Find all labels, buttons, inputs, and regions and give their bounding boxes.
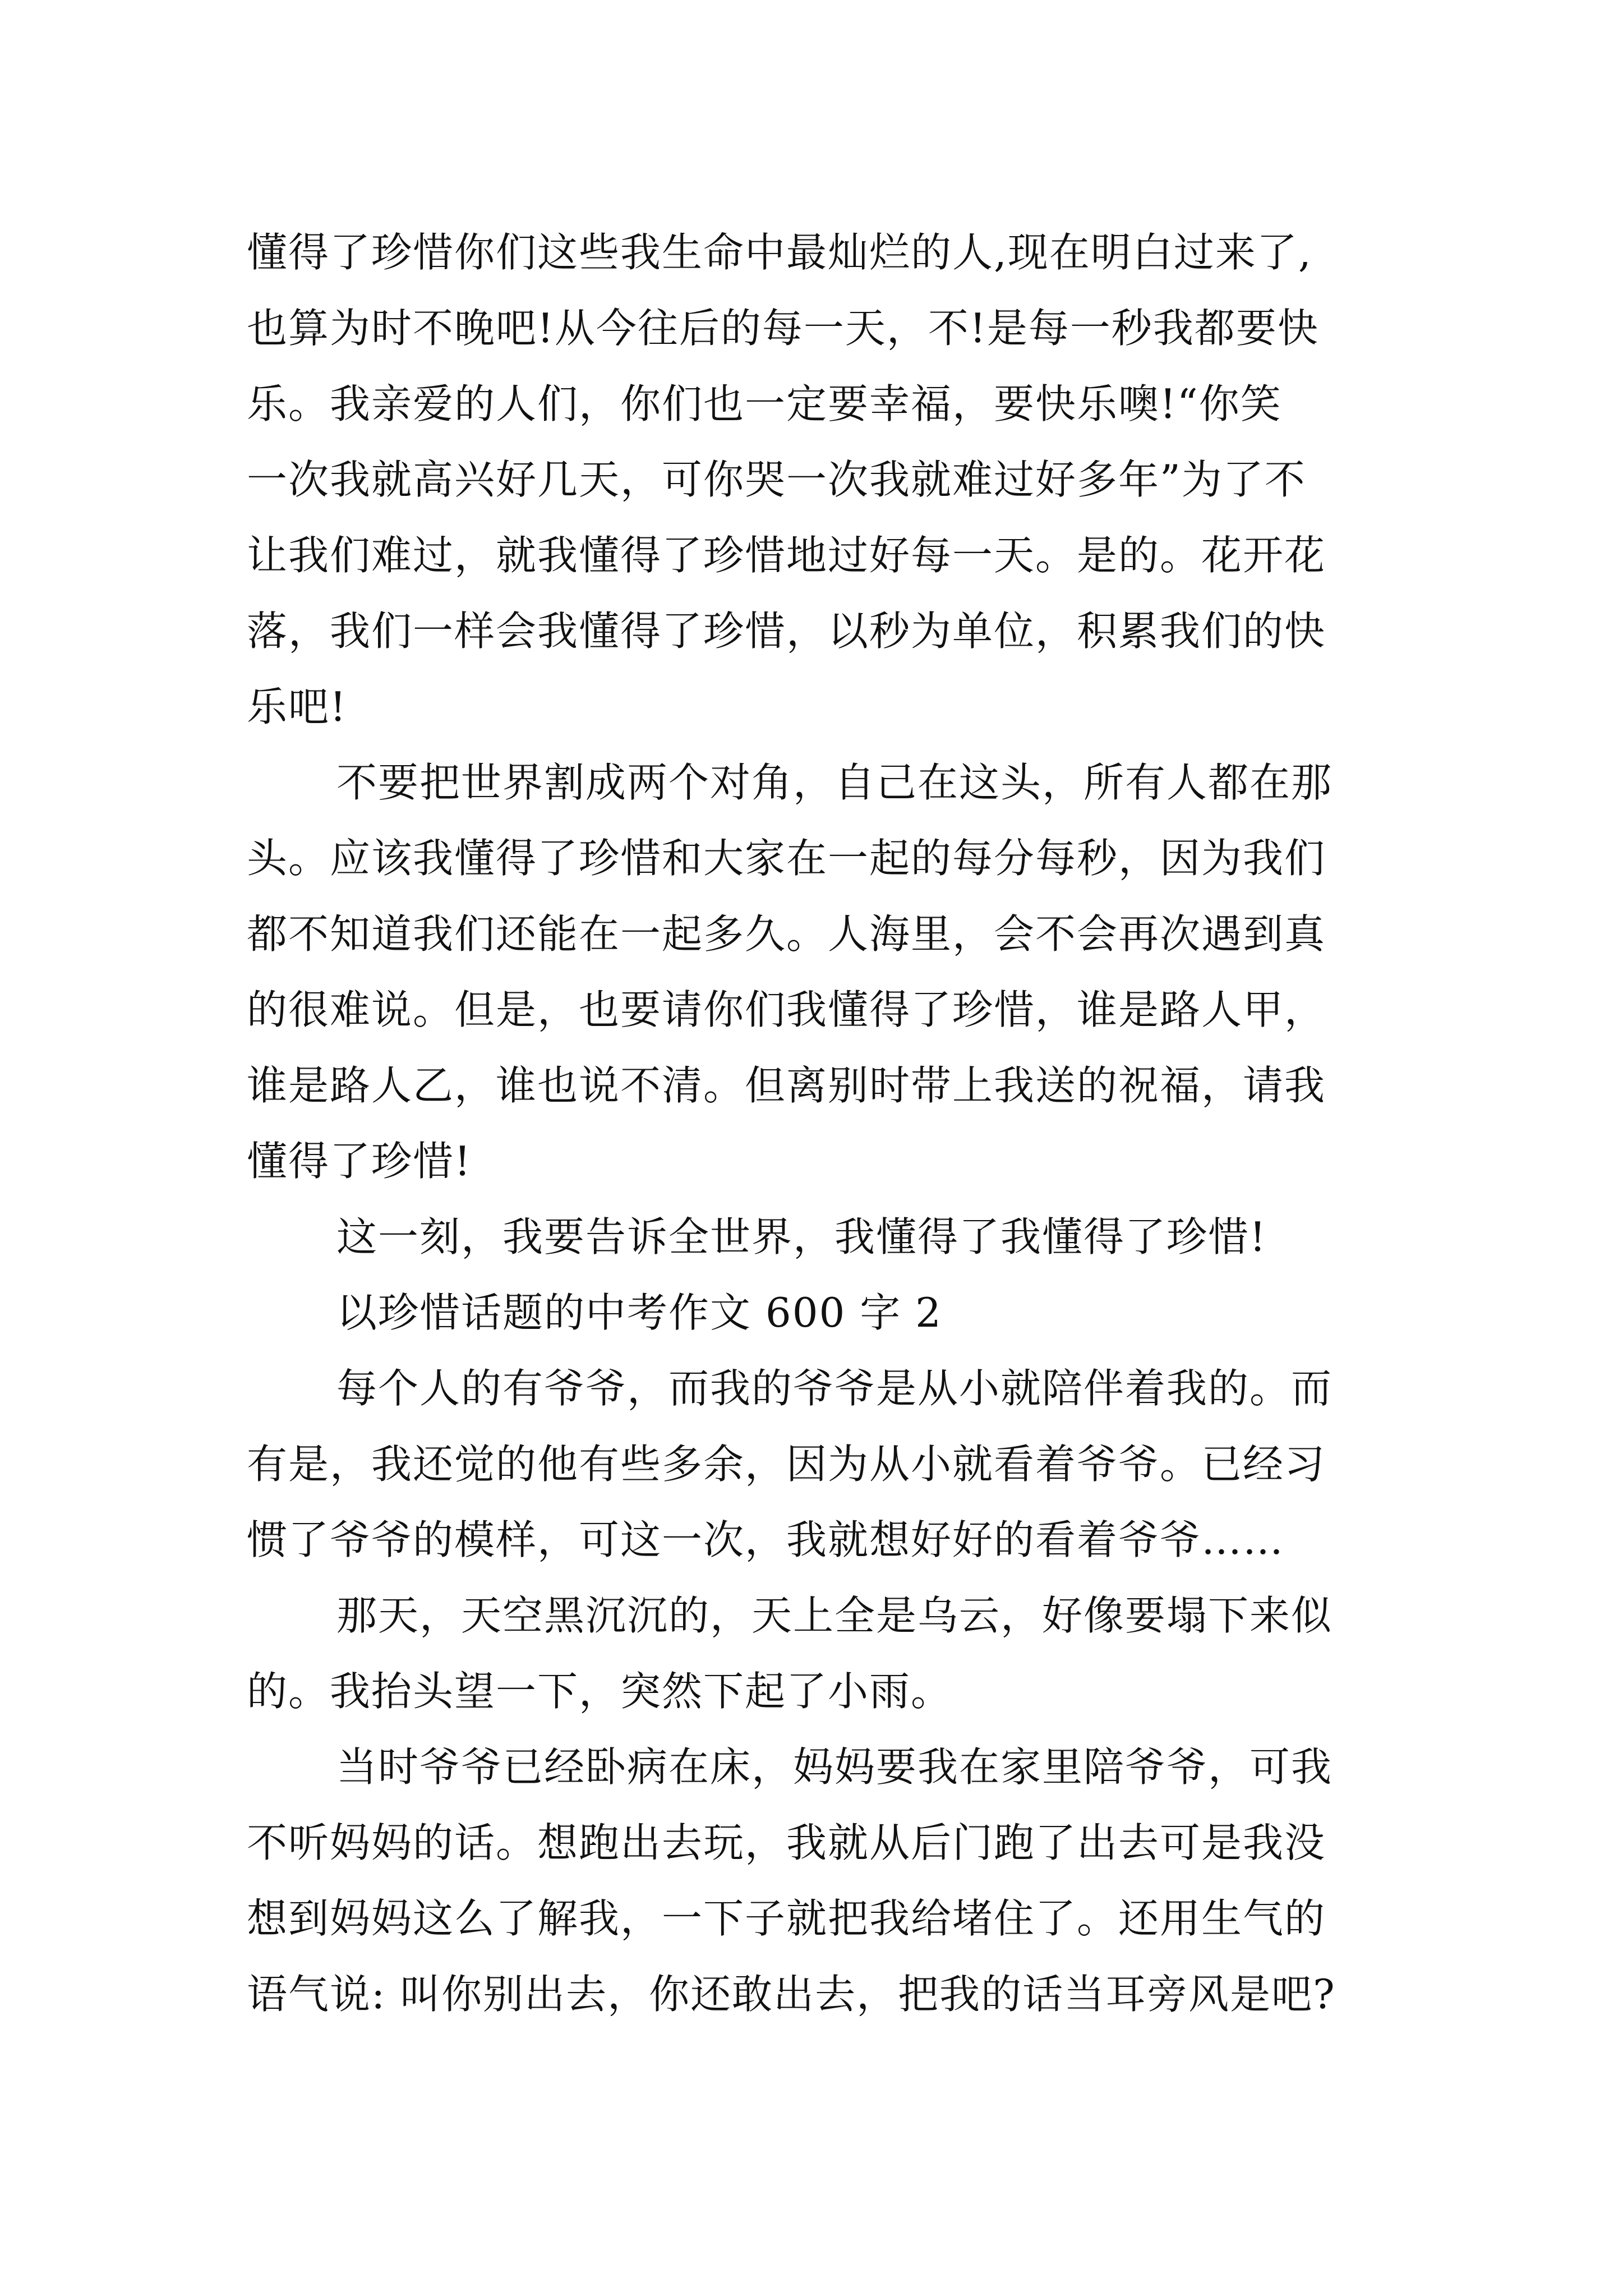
text-line: 乐。我亲爱的人们，你们也一定要幸福，要快乐噢!“你笑 (247, 380, 1282, 427)
text-line: 的。我抬头望一下，突然下起了小雨。 (247, 1668, 953, 1715)
text-line: 让我们难过，就我懂得了珍惜地过好每一天。是的。花开花 (247, 532, 1326, 579)
text-line: 语气说: 叫你别出去，你还敢出去，把我的话当耳旁风是吧? (247, 1971, 1336, 2018)
text-line: 谁是路人乙，谁也说不清。但离别时带上我送的祝福，请我 (247, 1062, 1326, 1109)
text-line: 乐吧! (247, 683, 347, 730)
text-line: 当时爷爷已经卧病在床，妈妈要我在家里陪爷爷，可我 (336, 1743, 1333, 1791)
section-heading: 以珍惜话题的中考作文 600 字 2 (336, 1289, 942, 1336)
text-line: 头。应该我懂得了珍惜和大家在一起的每分每秒，因为我们 (247, 835, 1326, 882)
text-line: 惯了爷爷的模样，可这一次，我就想好好的看着爷爷…… (247, 1516, 1285, 1563)
text-line: 有是，我还觉的他有些多余，因为从小就看着爷爷。已经习 (247, 1441, 1326, 1488)
text-line: 想到妈妈这么了解我，一下子就把我给堵住了。还用生气的 (247, 1895, 1326, 1942)
text-line: 的很难说。但是，也要请你们我懂得了珍惜，谁是路人甲， (247, 986, 1326, 1033)
text-line: 都不知道我们还能在一起多久。人海里，会不会再次遇到真 (247, 910, 1326, 958)
text-line: 一次我就高兴好几天，可你哭一次我就难过好多年”为了不 (247, 456, 1306, 503)
text-line: 也算为时不晚吧!从今往后的每一天，不!是每一秒我都要快 (247, 305, 1319, 352)
text-line: 不要把世界割成两个对角，自己在这头，所有人都在那 (336, 759, 1333, 806)
text-line: 这一刻，我要告诉全世界，我懂得了我懂得了珍惜! (336, 1213, 1267, 1260)
text-line: 落，我们一样会我懂得了珍惜，以秒为单位，积累我们的快 (247, 608, 1326, 655)
text-line: 懂得了珍惜! (247, 1138, 472, 1185)
text-line: 懂得了珍惜你们这些我生命中最灿烂的人,现在明白过来了, (247, 229, 1312, 276)
text-line: 那天，天空黑沉沉的，天上全是乌云，好像要塌下来似 (336, 1592, 1333, 1639)
text-line: 每个人的有爷爷，而我的爷爷是从小就陪伴着我的。而 (336, 1365, 1333, 1412)
text-line: 不听妈妈的话。想跑出去玩，我就从后门跑了出去可是我没 (247, 1819, 1326, 1866)
